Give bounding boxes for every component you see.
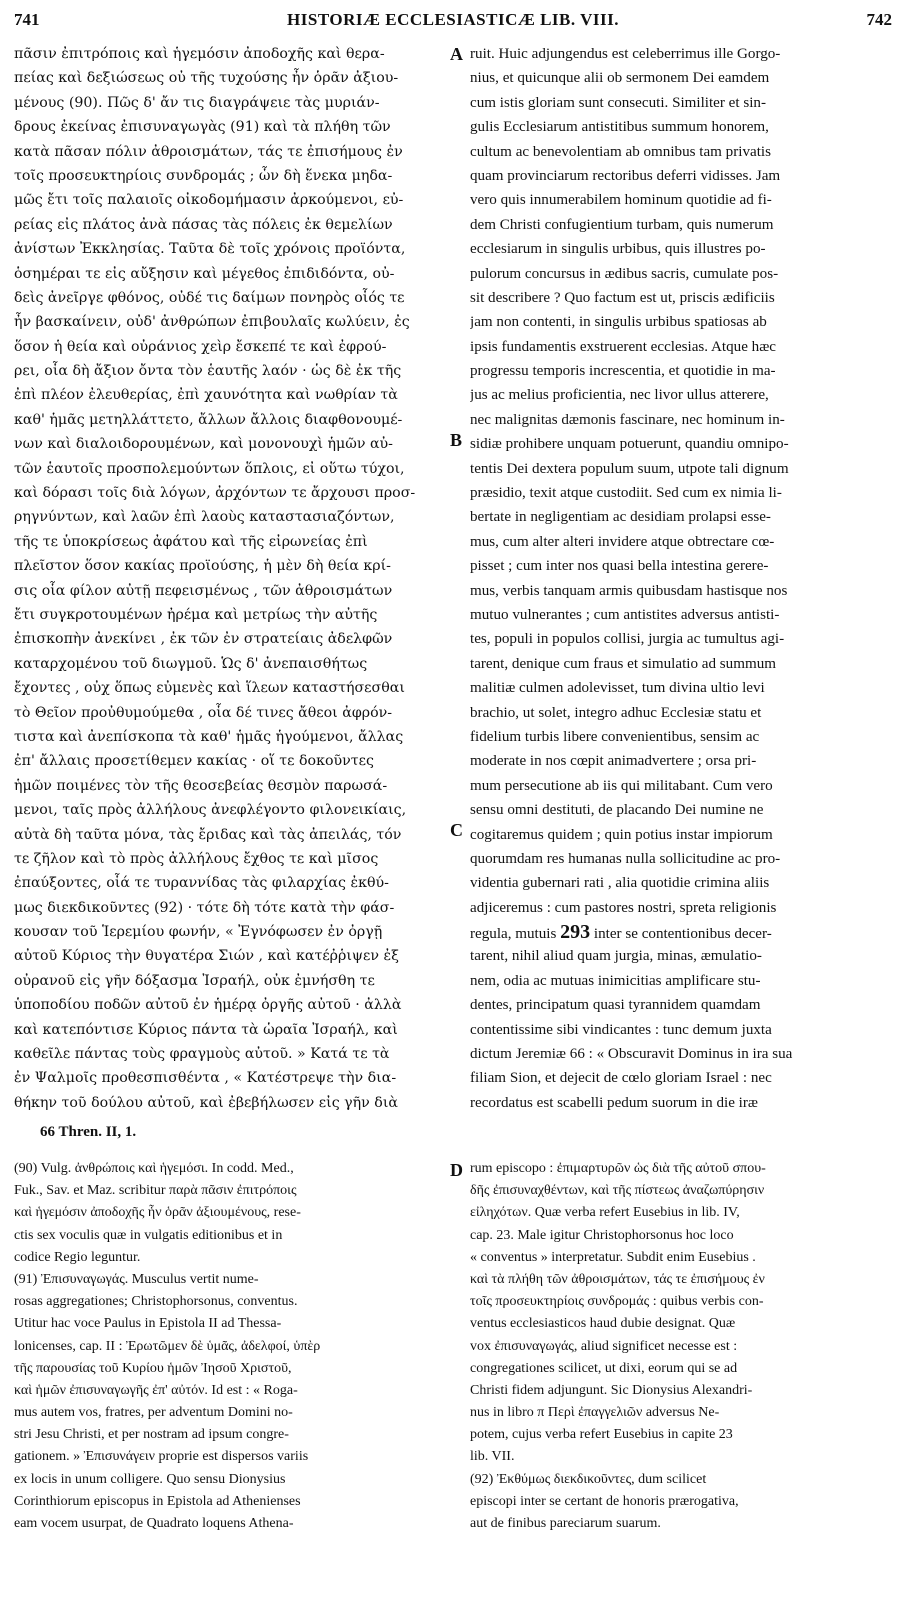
- note-line: (92) Ἐκθύμως διεκδικοῦντες, dum scilicet: [470, 1471, 707, 1487]
- note-line: Utitur hac voce Paulus in Epistola II ad Thessa-: [14, 1316, 282, 1332]
- latin-text-line: pulorum concursus in ædibus sacris, cumulate pos-: [470, 265, 779, 282]
- greek-text-line: τε ζῆλον καὶ τὸ πρὸς ἀλλήλους ἔχθος τε καὶ μῖσος: [14, 850, 379, 867]
- note-line: rosas aggregationes; Christophorsonus, conventus.: [14, 1294, 298, 1310]
- note-line: lib. VII.: [470, 1449, 515, 1465]
- greek-text-line: σις οἷα φίλον αὐτῇ πεφεισμένως , τῶν ἀθροισμάτων: [14, 582, 393, 599]
- greek-text-line: ρει, οἷα δὴ ἄξιον ὄντα τὸν ἑαυτῆς λαόν · ὡς δὲ ἐκ τῆς: [14, 363, 402, 380]
- note-line: eam vocem usurpat, de Quadrato loquens Athena-: [14, 1516, 294, 1531]
- latin-text-line: mutuo vulnerantes ; cum antistites adversus antisti-: [470, 606, 780, 623]
- latin-text-line: filiam Sion, et dejecit de cœlo gloriam Israel : nec: [470, 1070, 772, 1087]
- note-line: congregationes scilicet, ut dixi, eorum qui se ad: [470, 1360, 738, 1376]
- greek-text-line: ἔχοντες , οὐχ ὅπως εὐμενὲς καὶ ἵλεων καταστήσεσθαι: [14, 680, 405, 697]
- latin-text-line: jus ac melius proficientia, nec livor ullus atterere,: [470, 387, 769, 404]
- latin-text-line: malitiæ culmen adolevisset, tum divina ultio levi: [470, 680, 765, 697]
- note-line: gationem. » Ἐπισυνάγειν proprie est dispersos variis: [14, 1449, 309, 1465]
- greek-text-line: τιστα καὶ ἀνεπίσκοπα τὰ καθ' ἡμᾶς ἡγούμενοι, ἄλλας: [14, 728, 404, 745]
- greek-text-line: ἦν βασκαίνειν, οὐδ' ἀνθρώπων ἐπιβουλαῖς κωλύειν, ἐς: [14, 314, 410, 331]
- note-line: episcopi inter se certant de honoris prærogativa,: [470, 1493, 739, 1509]
- note-line: ctis sex voculis quæ in vulgatis editionibus et in: [14, 1227, 283, 1243]
- greek-text-line: νων καὶ διαλοιδορουμένων, καὶ μονονουχὶ ἡμῶν αὐ-: [14, 436, 393, 453]
- greek-text-line: αὐτὰ δὴ ταῦτα μόνα, τὰς ἔριδας καὶ τὰς ἀπειλάς, τόν: [14, 826, 402, 843]
- note-line: Corinthiorum episcopus in Epistola ad Athenienses: [14, 1493, 301, 1509]
- running-title: HISTORIÆ ECCLESIASTICÆ LIB. VIII.: [287, 10, 619, 29]
- greek-text-line: αὐτοῦ Κύριος τὴν θυγατέρα Σιών , καὶ κατέῤῥιψεν ἐξ: [14, 948, 399, 965]
- greek-text-line: ἀνίστων Ἐκκλησίας. Ταῦτα δὲ τοῖς χρόνοις προϊόντα,: [14, 241, 406, 258]
- latin-text-line: brachio, ut solet, integro adhuc Ecclesiæ statu et: [470, 704, 762, 721]
- latin-text-line: contentissime sibi vindicantes : tunc demum juxta: [470, 1021, 772, 1038]
- note-line: mus autem vos, fratres, per adventum Domini no-: [14, 1405, 293, 1421]
- note-line: (90) Vulg. ἀνθρώποις καὶ ἡγεμόσι. In codd. Med.,: [14, 1161, 294, 1176]
- latin-text-line: progressu temporis increscentia, et quotidie in ma-: [470, 363, 776, 380]
- note-line: potem, cujus verba refert Eusebius in capite 23: [470, 1427, 733, 1443]
- section-marker-a: A: [450, 44, 463, 64]
- greek-text-line: ρείας εἰς πλάτος ἀνὰ πάσας τὰς πόλεις ἐκ θεμελίων: [14, 216, 393, 233]
- latin-text-line: dentes, principatum quasi tyrannidem quamdam: [470, 997, 761, 1014]
- latin-text-line: regula, mutuis 293 inter se contentionibus decer-: [470, 921, 772, 944]
- greek-text-line: μῶς ἔτι τοῖς παλαιοῖς οἰκοδομήμασιν ἀρκούμενοι, εὐ-: [14, 192, 404, 209]
- greek-text-line: καταρχομένου τοῦ διωγμοῦ. Ὡς δ' ἀνεπαισθήτως: [14, 655, 368, 672]
- latin-text-line: ruit. Huic adjungendus est celeberrimus ille Gorgo-: [470, 46, 781, 62]
- latin-text-line: tes, populi in populos collisi, jurgia ac tumultus agi-: [470, 631, 785, 648]
- greek-text-line: ἔτι συγκροτουμένων ἠρέμα καὶ μετρίως τὴν αὐτῆς: [14, 606, 378, 623]
- latin-text-line: vero quis innumerabilem hominum quotidie ad fi-: [470, 192, 772, 209]
- note-line: δῆς ἐπισυναχθέντων, καὶ τῆς πίστεως ἀναζωπύρησιν: [470, 1183, 765, 1199]
- latin-text-line: gulis Ecclesiarum antistitibus summum honorem,: [470, 119, 769, 136]
- note-line: τοῖς προσευκτηρίοις συνδρομάς : quibus verbis con-: [470, 1294, 764, 1310]
- page-number-right: 742: [866, 10, 892, 29]
- greek-text-line: ρηγνύντων, καὶ λαῶν ἐπὶ λαοὺς καταστασιαζόντων,: [14, 509, 395, 526]
- note-line: nus in libro π Περὶ ἐπαγγελιῶν adversus Ne-: [470, 1405, 720, 1421]
- greek-text-line: δρους ἐκείνας ἐπισυναγωγὰς (91) καὶ τὰ πλήθη τῶν: [14, 119, 391, 136]
- section-marker-c: C: [450, 820, 463, 840]
- greek-text-line: τὸ Θεῖον προὐθυμούμεθα , οἷα δέ τινες ἄθεοι ἀφρόν-: [14, 704, 393, 721]
- greek-text-line: μένους (90). Πῶς δ' ἄν τις διαγράψειε τὰς μυριάν-: [14, 94, 380, 111]
- latin-text-column: [470, 42, 892, 1115]
- greek-text-line: οὐρανοῦ εἰς γῆν δόξασμα Ἰσραήλ, οὐκ ἐμνήσθη τε: [14, 972, 375, 989]
- latin-text-line: jam non contenti, in singulis urbibus spatiosas ab: [470, 314, 767, 331]
- latin-text-line: mus, verbis tanquam armis quibusdam hastisque nos: [470, 582, 788, 599]
- note-line: τῆς παρουσίας τοῦ Κυρίου ἡμῶν Ἰησοῦ Χριστοῦ,: [14, 1360, 292, 1376]
- note-line: stri Jesu Christi, et per nostram ad ipsum congre-: [14, 1427, 289, 1443]
- greek-text-line: ἐπαύξοντες, οἷά τε τυραννίδας τὰς φιλαρχίας ἐκθύ-: [14, 875, 389, 892]
- latin-text-line: fidelium turbis libere convenientibus, sensim ac: [470, 728, 760, 745]
- note-line: Christi fidem adjungunt. Sic Dionysius Alexandri-: [470, 1382, 753, 1398]
- greek-text-line: τοῖς προσευκτηρίοις συνδρομάς ; ὧν δὴ ἕνεκα μηδα-: [14, 167, 393, 184]
- note-line: rum episcopo : ἐπιμαρτυρῶν ὡς διὰ τῆς αὐτοῦ σπου-: [470, 1161, 766, 1176]
- latin-text-line: tentis Dei dextera populum suum, utpote tali dignum: [470, 460, 789, 477]
- greek-text-line: καθ' ἡμᾶς μετηλλάττετο, ἄλλων ἄλλοις διαφθονουμέ-: [14, 411, 403, 428]
- greek-text-line: πᾶσιν ἐπιτρόποις καὶ ἡγεμόσιν ἀποδοχῆς καὶ θερα-: [14, 46, 385, 62]
- greek-text-line: ὑποποδίου ποδῶν αὐτοῦ ἐν ἡμέρᾳ ὀργῆς αὐτοῦ · ἀλλὰ: [14, 997, 402, 1014]
- note-line: vox ἐπισυναγωγάς, aliud significet necesse est :: [470, 1338, 738, 1354]
- latin-text-line: nec malignitas dæmonis fascinare, nec hominum in-: [470, 411, 785, 428]
- scripture-footnote: 66 Thren. II, 1.: [40, 1124, 137, 1140]
- note-line: ex locis in unum colligere. Quo sensu Dionysius: [14, 1471, 286, 1487]
- latin-text-line: nius, et quicunque alii ob sermonem Dei eamdem: [470, 70, 770, 87]
- latin-text-line: recordatus est scabelli pedum suorum in die iræ: [470, 1094, 758, 1111]
- latin-text-line: cogitaremus quidem ; quin potius instar impiorum: [470, 826, 773, 843]
- greek-text-line: ἐπὶ πλέον ἐλευθερίας, ἐπὶ χαυνότητα καὶ νωθρίαν τὰ: [14, 387, 398, 404]
- latin-text-line: sensu omni destituti, de placando Dei numine ne: [470, 802, 764, 819]
- greek-text-line: κουσαν τοῦ Ἱερεμίου φωνήν, « Ἐγνόφωσεν ἐν ὀργῇ: [14, 924, 383, 941]
- greek-text-line: ὁσημέραι τε εἰς αὔξησιν καὶ μέγεθος ἐπιδιδόντα, οὐ-: [14, 265, 395, 282]
- latin-text-line: tarent, nihil aliud quam jurgia, minas, æmulatio-: [470, 948, 762, 965]
- greek-text-line: μενοι, ταῖς πρὸς ἀλλήλους ἀνεφλέγοντο φιλονεικίαις,: [14, 802, 407, 819]
- latin-text-line: mum persecutione ab iis qui militabant. Cum vero: [470, 777, 773, 794]
- page-number-left: 741: [14, 10, 40, 29]
- greek-text-line: ἐπισκοπὴν ἀνεκίνει , ἐκ τῶν ἐν στρατείαις ἀδελφῶν: [14, 631, 393, 648]
- latin-text-line: cultum ac benevolentiam ab omnibus tam privatis: [470, 143, 771, 160]
- latin-text-line: nem, odia ac mutuas inimicitias amplificare stu-: [470, 972, 761, 989]
- greek-text-line: καὶ κατεπόντισε Κύριος πάντα τὰ ὡραῖα Ἰσραήλ, καὶ: [14, 1021, 398, 1038]
- latin-text-line: dem Christi confugientium turbam, quis numerum: [470, 216, 774, 233]
- latin-text-line: tarent, denique cum fraus et simulatio ad summum: [470, 655, 776, 672]
- latin-text-line: mus, cum alter alteri invidere atque obtrectare cœ-: [470, 533, 775, 550]
- note-line: Fuk., Sav. et Maz. scribitur παρὰ πᾶσιν ἐπιτρόποις: [14, 1183, 297, 1199]
- greek-text-line: πείας καὶ δεξιώσεως οὐ τῆς τυχούσης ἦν ὁρᾶν ἀξιου-: [14, 70, 399, 87]
- greek-text-line: καὶ δόρασι τοῖς διὰ λόγων, ἀρχόντων τε ἄρχουσι προσ-: [14, 485, 416, 502]
- note-line: lonicenses, cap. II : Ἐρωτῶμεν δὲ ὑμᾶς, ἀδελφοί, ὑπὲρ: [14, 1338, 321, 1354]
- note-line: « conventus » interpretatur. Subdit enim Eusebius .: [470, 1249, 756, 1265]
- note-line: (91) Ἐπισυναγωγάς. Musculus vertit nume-: [14, 1271, 259, 1287]
- latin-text-line: adjiceremus : cum pastores nostri, spreta religionis: [470, 899, 777, 916]
- note-line: codice Regio leguntur.: [14, 1249, 141, 1265]
- section-marker-d: D: [450, 1160, 463, 1180]
- latin-text-line: quorumdam res humanas nulla sollicitudine ac pro-: [470, 850, 781, 867]
- latin-text-line: sit describere ? Quo factum est ut, priscis ædificiis: [470, 289, 775, 306]
- latin-text-line: sidiæ prohibere unquam potuerunt, quandiu omnipo-: [470, 436, 789, 453]
- greek-text-column: [14, 42, 446, 1115]
- greek-text-line: πλεῖστον ὅσον κακίας προϊούσης, ἡ μὲν δὴ θεία κρί-: [14, 558, 391, 575]
- greek-text-line: τῆς τε ὑποκρίσεως ἀφάτου καὶ τῆς εἰρωνείας ἐπὶ: [14, 533, 368, 550]
- latin-text-line: pisset ; cum inter nos quasi bella intestina gerere-: [470, 558, 769, 575]
- note-line: καὶ τὰ πλήθη τῶν ἀθροισμάτων, τάς τε ἐπισήμους ἐν: [470, 1271, 765, 1287]
- greek-text-line: δεὶς ἀνεῖργε φθόνος, οὐδέ τις δαίμων πονηρὸς οἷός τε: [14, 289, 405, 306]
- latin-text-line: ecclesiarum in singulis urbibus, quis illustres po-: [470, 241, 766, 258]
- latin-text-line: videntia gubernari rati , alia quotidie crimina aliis: [470, 875, 770, 892]
- note-line: καὶ ἡμῶν ἐπισυναγωγῆς ἐπ' αὐτόν. Id est : « Roga-: [14, 1382, 298, 1398]
- latin-text-line: bertate in negligentiam ac desidiam prolapsi esse-: [470, 509, 771, 526]
- greek-text-line: θήκην τοῦ δούλου αὐτοῦ, καὶ ἐβεβήλωσεν εἰς γῆν διὰ: [14, 1094, 398, 1111]
- note-line: ventus ecclesiasticos haud dubie designat. Quæ: [470, 1316, 736, 1332]
- running-header: [14, 6, 892, 36]
- note-line: εἰληχότων. Quæ verba refert Eusebius in lib. IV,: [470, 1205, 740, 1221]
- greek-text-line: ἐν Ψαλμοῖς προθεσπισθέντα , « Κατέστρεψε τὴν δια-: [14, 1070, 397, 1087]
- latin-text-line: præsidio, texit atque custodiit. Sed cum ex nimia li-: [470, 485, 782, 502]
- notes-left-column: [14, 1158, 444, 1535]
- note-line: καὶ ἡγεμόσιν ἀποδοχῆς ἦν ὁρᾶν ἀξιουμένους, rese-: [14, 1205, 301, 1221]
- latin-text-line: quam provinciarum rectoribus deferri vidisses. Jam: [470, 167, 781, 184]
- note-line: aut de finibus pareciarum suarum.: [470, 1516, 661, 1531]
- latin-text-line: moderate in nos cœpit animadvertere ; orsa pri-: [470, 753, 757, 770]
- notes-right-column: [470, 1158, 892, 1535]
- section-marker-b: B: [450, 430, 463, 450]
- greek-text-line: τῶν ἑαυτοῖς προσπολεμούντων ὅπλοις, εἰ οὕτω τύχοι,: [14, 460, 405, 477]
- greek-text-line: ἐπ' ἄλλαις προσετίθεμεν κακίας · οἵ τε δοκοῦντες: [14, 753, 374, 770]
- latin-text-line: dictum Jeremiæ 66 : « Obscuravit Dominus in ira sua: [470, 1046, 793, 1063]
- greek-text-line: καθεῖλε πάντας τοὺς φραγμοὺς αὐτοῦ. » Κατά τε τὰ: [14, 1046, 390, 1063]
- greek-text-line: μως διεκδικοῦντες (92) · τότε δὴ τότε κατὰ τὴν φάσ-: [14, 899, 395, 916]
- latin-text-line: cum istis gloriam sunt consecuti. Similiter et sin-: [470, 94, 766, 111]
- greek-text-line: ὅσον ἡ θεία καὶ οὐράνιος χεὶρ ἔσκεπέ τε καὶ ἐφρού-: [14, 338, 387, 355]
- greek-text-line: κατὰ πᾶσαν πόλιν ἀθροισμάτων, τάς τε ἐπισήμους ἐν: [14, 143, 403, 160]
- note-line: cap. 23. Male igitur Christophorsonus hoc loco: [470, 1227, 734, 1243]
- latin-text-line: ipsis fundamentis exstruerent ecclesias. Atque hæc: [470, 338, 776, 355]
- folio-number: 293: [560, 921, 591, 944]
- greek-text-line: ἡμῶν ποιμένες τὸν τῆς θεοσεβείας θεσμὸν παρωσά-: [14, 777, 388, 794]
